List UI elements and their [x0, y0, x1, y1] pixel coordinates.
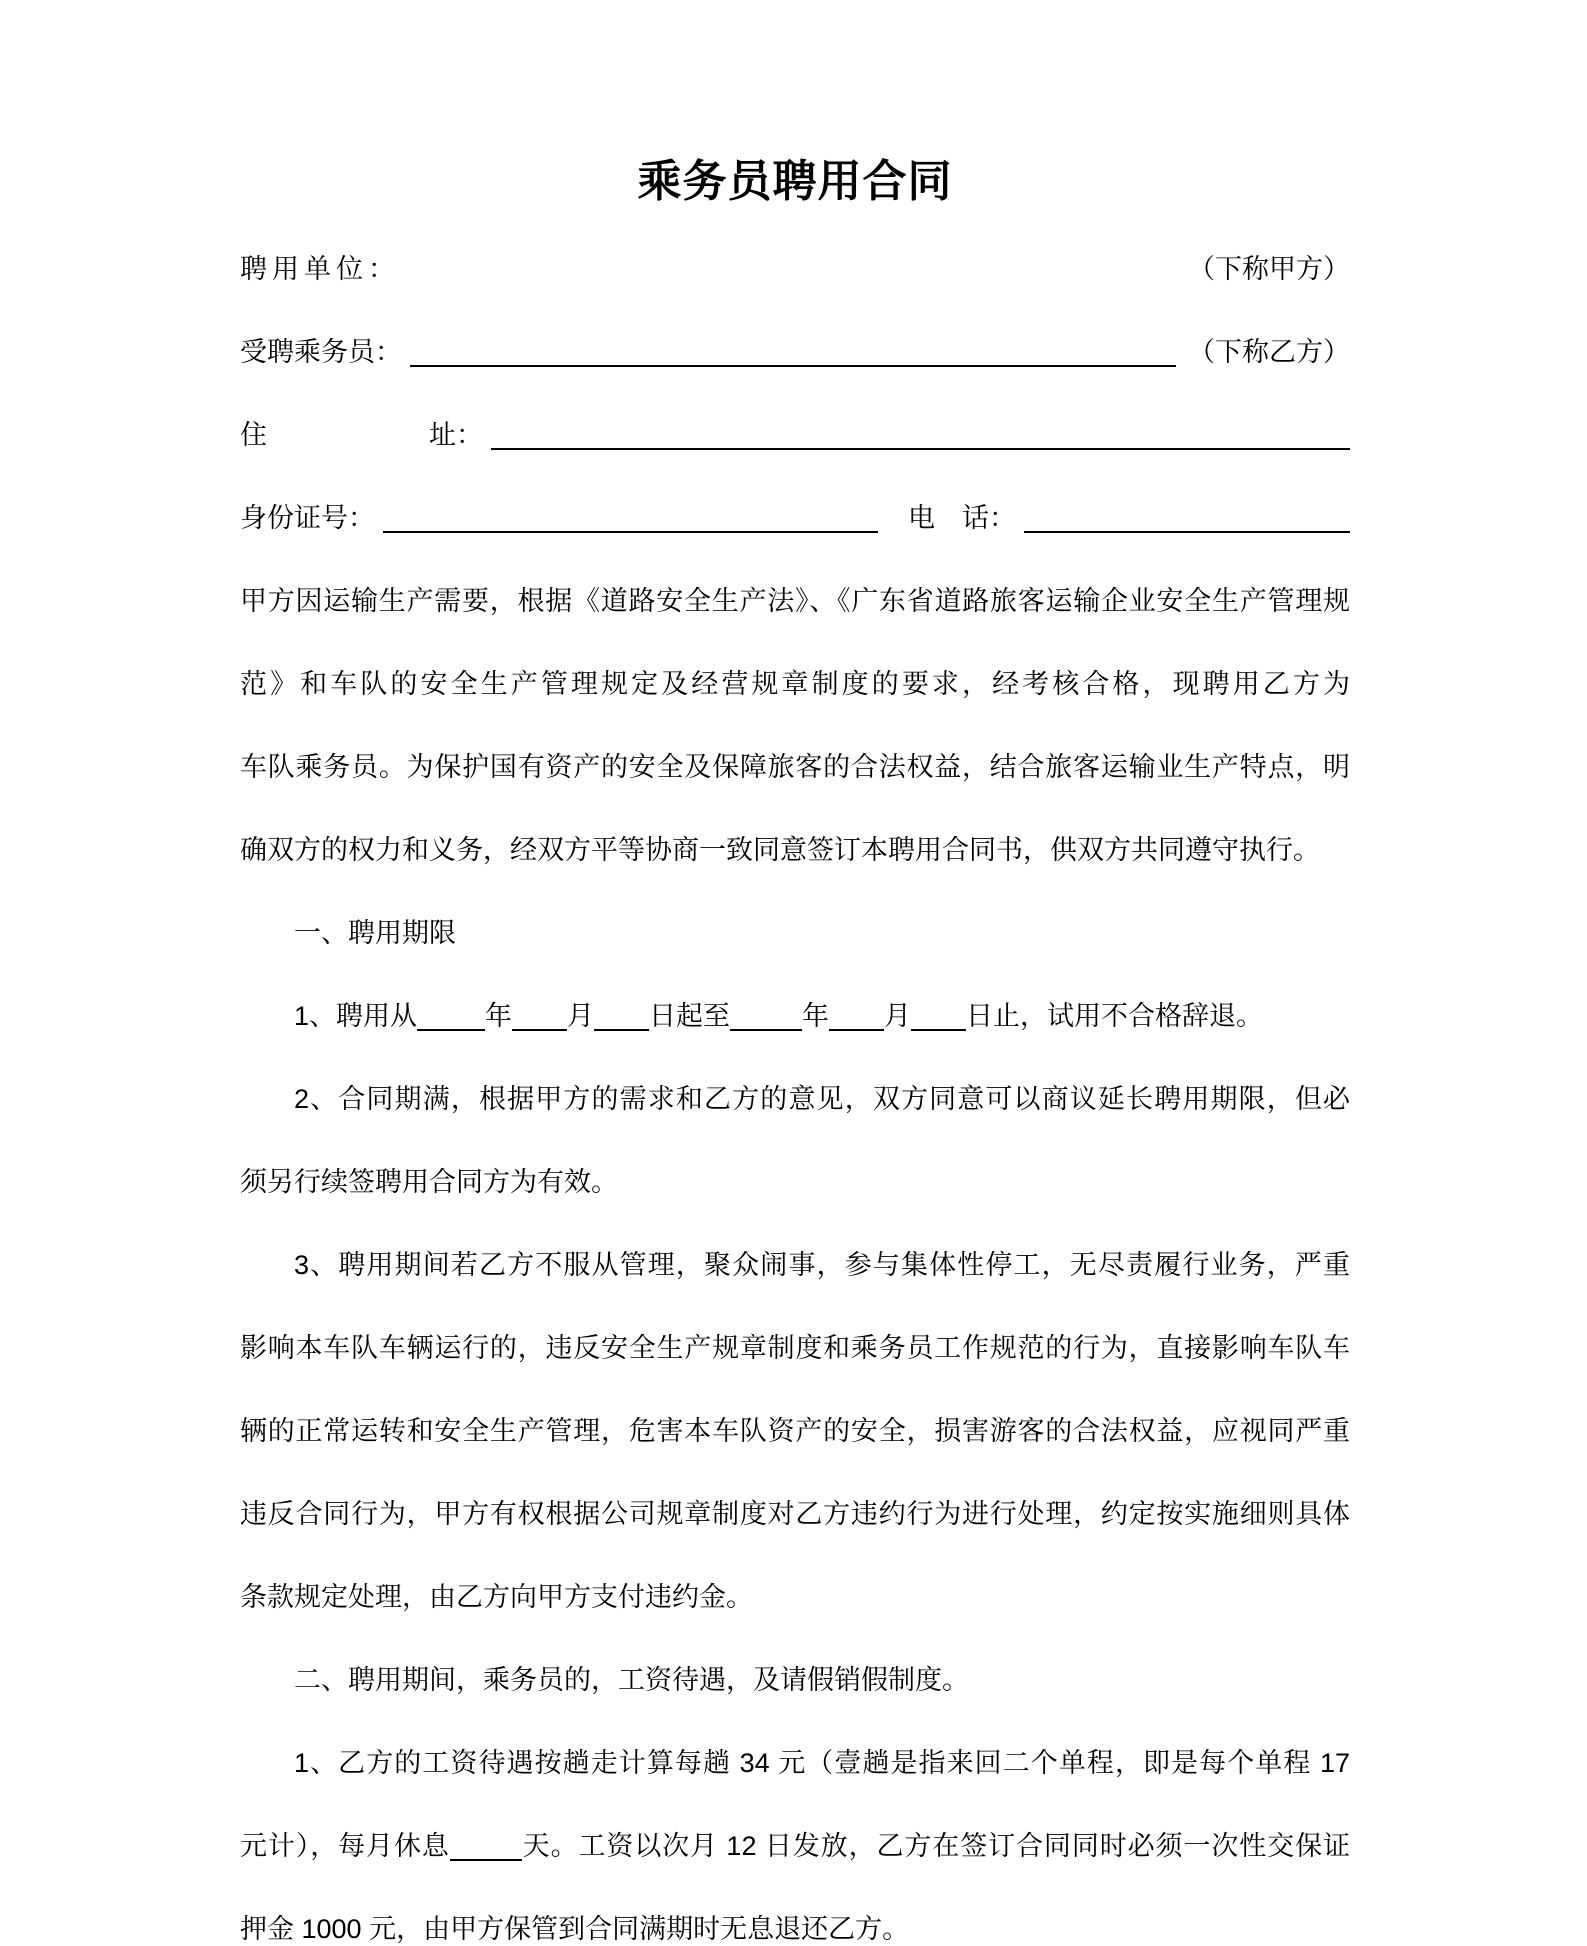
term-suffix: 日止，试用不合格辞退。	[966, 1001, 1264, 1031]
form-row-id-phone	[240, 477, 1350, 560]
attendant-name-underline	[410, 365, 1176, 367]
party-b-note: （下称乙方）	[1188, 337, 1350, 367]
section-wages-leave	[240, 1639, 1350, 1946]
month-unit-2: 月	[884, 1001, 912, 1031]
phone-underline	[1024, 531, 1350, 533]
rest-days-pre-text: 元计），每月休息	[240, 1831, 450, 1861]
day-unit-1: 日起至	[649, 1001, 731, 1031]
form-row-attendant	[240, 311, 1350, 394]
rest-days-underline	[450, 1857, 522, 1861]
intro-paragraph	[240, 560, 1350, 892]
end-month-underline	[829, 1027, 884, 1031]
address-label: 住 址：	[240, 420, 483, 450]
employment-term-date-line	[240, 975, 1350, 1058]
employer-label: 聘用单位：	[240, 254, 400, 284]
month-unit-1: 月	[567, 1001, 595, 1031]
intro-line-3: 车队乘务员。为保护国有资产的安全及保障旅客的合法权益，结合旅客运输业生产特点，明	[240, 752, 1350, 782]
wage-clause-line-2	[240, 1805, 1350, 1888]
clause3-line-2: 影响本车队车辆运行的，违反安全生产规章制度和乘务员工作规范的行为，直接影响车队车	[240, 1333, 1350, 1363]
id-number-label: 身份证号：	[240, 503, 375, 533]
clause2-line-2: 须另行续签聘用合同方为有效。	[240, 1167, 618, 1197]
end-year-underline	[730, 1027, 802, 1031]
clause2-line-1: 2、合同期满，根据甲方的需求和乙方的意见，双方同意可以商议延长聘用期限，但必	[294, 1084, 1350, 1114]
section2-heading: 二、聘用期间，乘务员的，工资待遇，及请假销假制度。	[294, 1665, 969, 1695]
wage-clause-line-1: 1、乙方的工资待遇按趟走计算每趟 34 元（壹趟是指来回二个单程，即是每个单程 17	[294, 1748, 1350, 1778]
section-employment-term	[240, 892, 1350, 1639]
start-year-underline	[417, 1027, 485, 1031]
form-row-address	[240, 394, 1350, 477]
wage-clause-line-3: 押金 1000 元，由甲方保管到合同满期时无息退还乙方。	[240, 1914, 910, 1944]
intro-line-2: 范》和车队的安全生产管理规定及经营规章制度的要求，经考核合格，现聘用乙方为	[240, 669, 1350, 699]
start-day-underline	[594, 1027, 649, 1031]
end-day-underline	[911, 1027, 966, 1031]
term-prefix: 1、聘用从	[294, 1001, 418, 1031]
party-a-note: （下称甲方）	[1188, 254, 1350, 284]
document-title: 乘务员聘用合同	[637, 157, 953, 206]
phone-label: 电 话：	[908, 503, 1016, 533]
clause3-line-5: 条款规定处理，由乙方向甲方支付违约金。	[240, 1582, 753, 1612]
intro-line-4: 确双方的权力和义务，经双方平等协商一致同意签订本聘用合同书，供双方共同遵守执行。	[240, 835, 1320, 865]
start-month-underline	[512, 1027, 567, 1031]
year-unit-1: 年	[485, 1001, 513, 1031]
intro-line-1: 甲方因运输生产需要，根据《道路安全生产法》、《广东省道路旅客运输企业安全生产管理规	[240, 586, 1350, 616]
section1-heading: 一、聘用期限	[294, 918, 456, 948]
attendant-label: 受聘乘务员：	[240, 337, 402, 367]
form-row-employer	[240, 228, 1350, 311]
rest-days-post-text: 天。工资以次月 12 日发放，乙方在签订合同同时必须一次性交保证	[521, 1831, 1350, 1861]
year-unit-2: 年	[802, 1001, 830, 1031]
clause3-line-1: 3、聘用期间若乙方不服从管理，聚众闹事，参与集体性停工，无尽责履行业务，严重	[294, 1250, 1350, 1280]
address-underline	[491, 448, 1350, 450]
id-number-underline	[383, 531, 878, 533]
clause3-line-3: 辆的正常运转和安全生产管理，危害本车队资产的安全，损害游客的合法权益，应视同严重	[240, 1416, 1350, 1446]
clause3-line-4: 违反合同行为，甲方有权根据公司规章制度对乙方违约行为进行处理，约定按实施细则具体	[240, 1499, 1350, 1529]
